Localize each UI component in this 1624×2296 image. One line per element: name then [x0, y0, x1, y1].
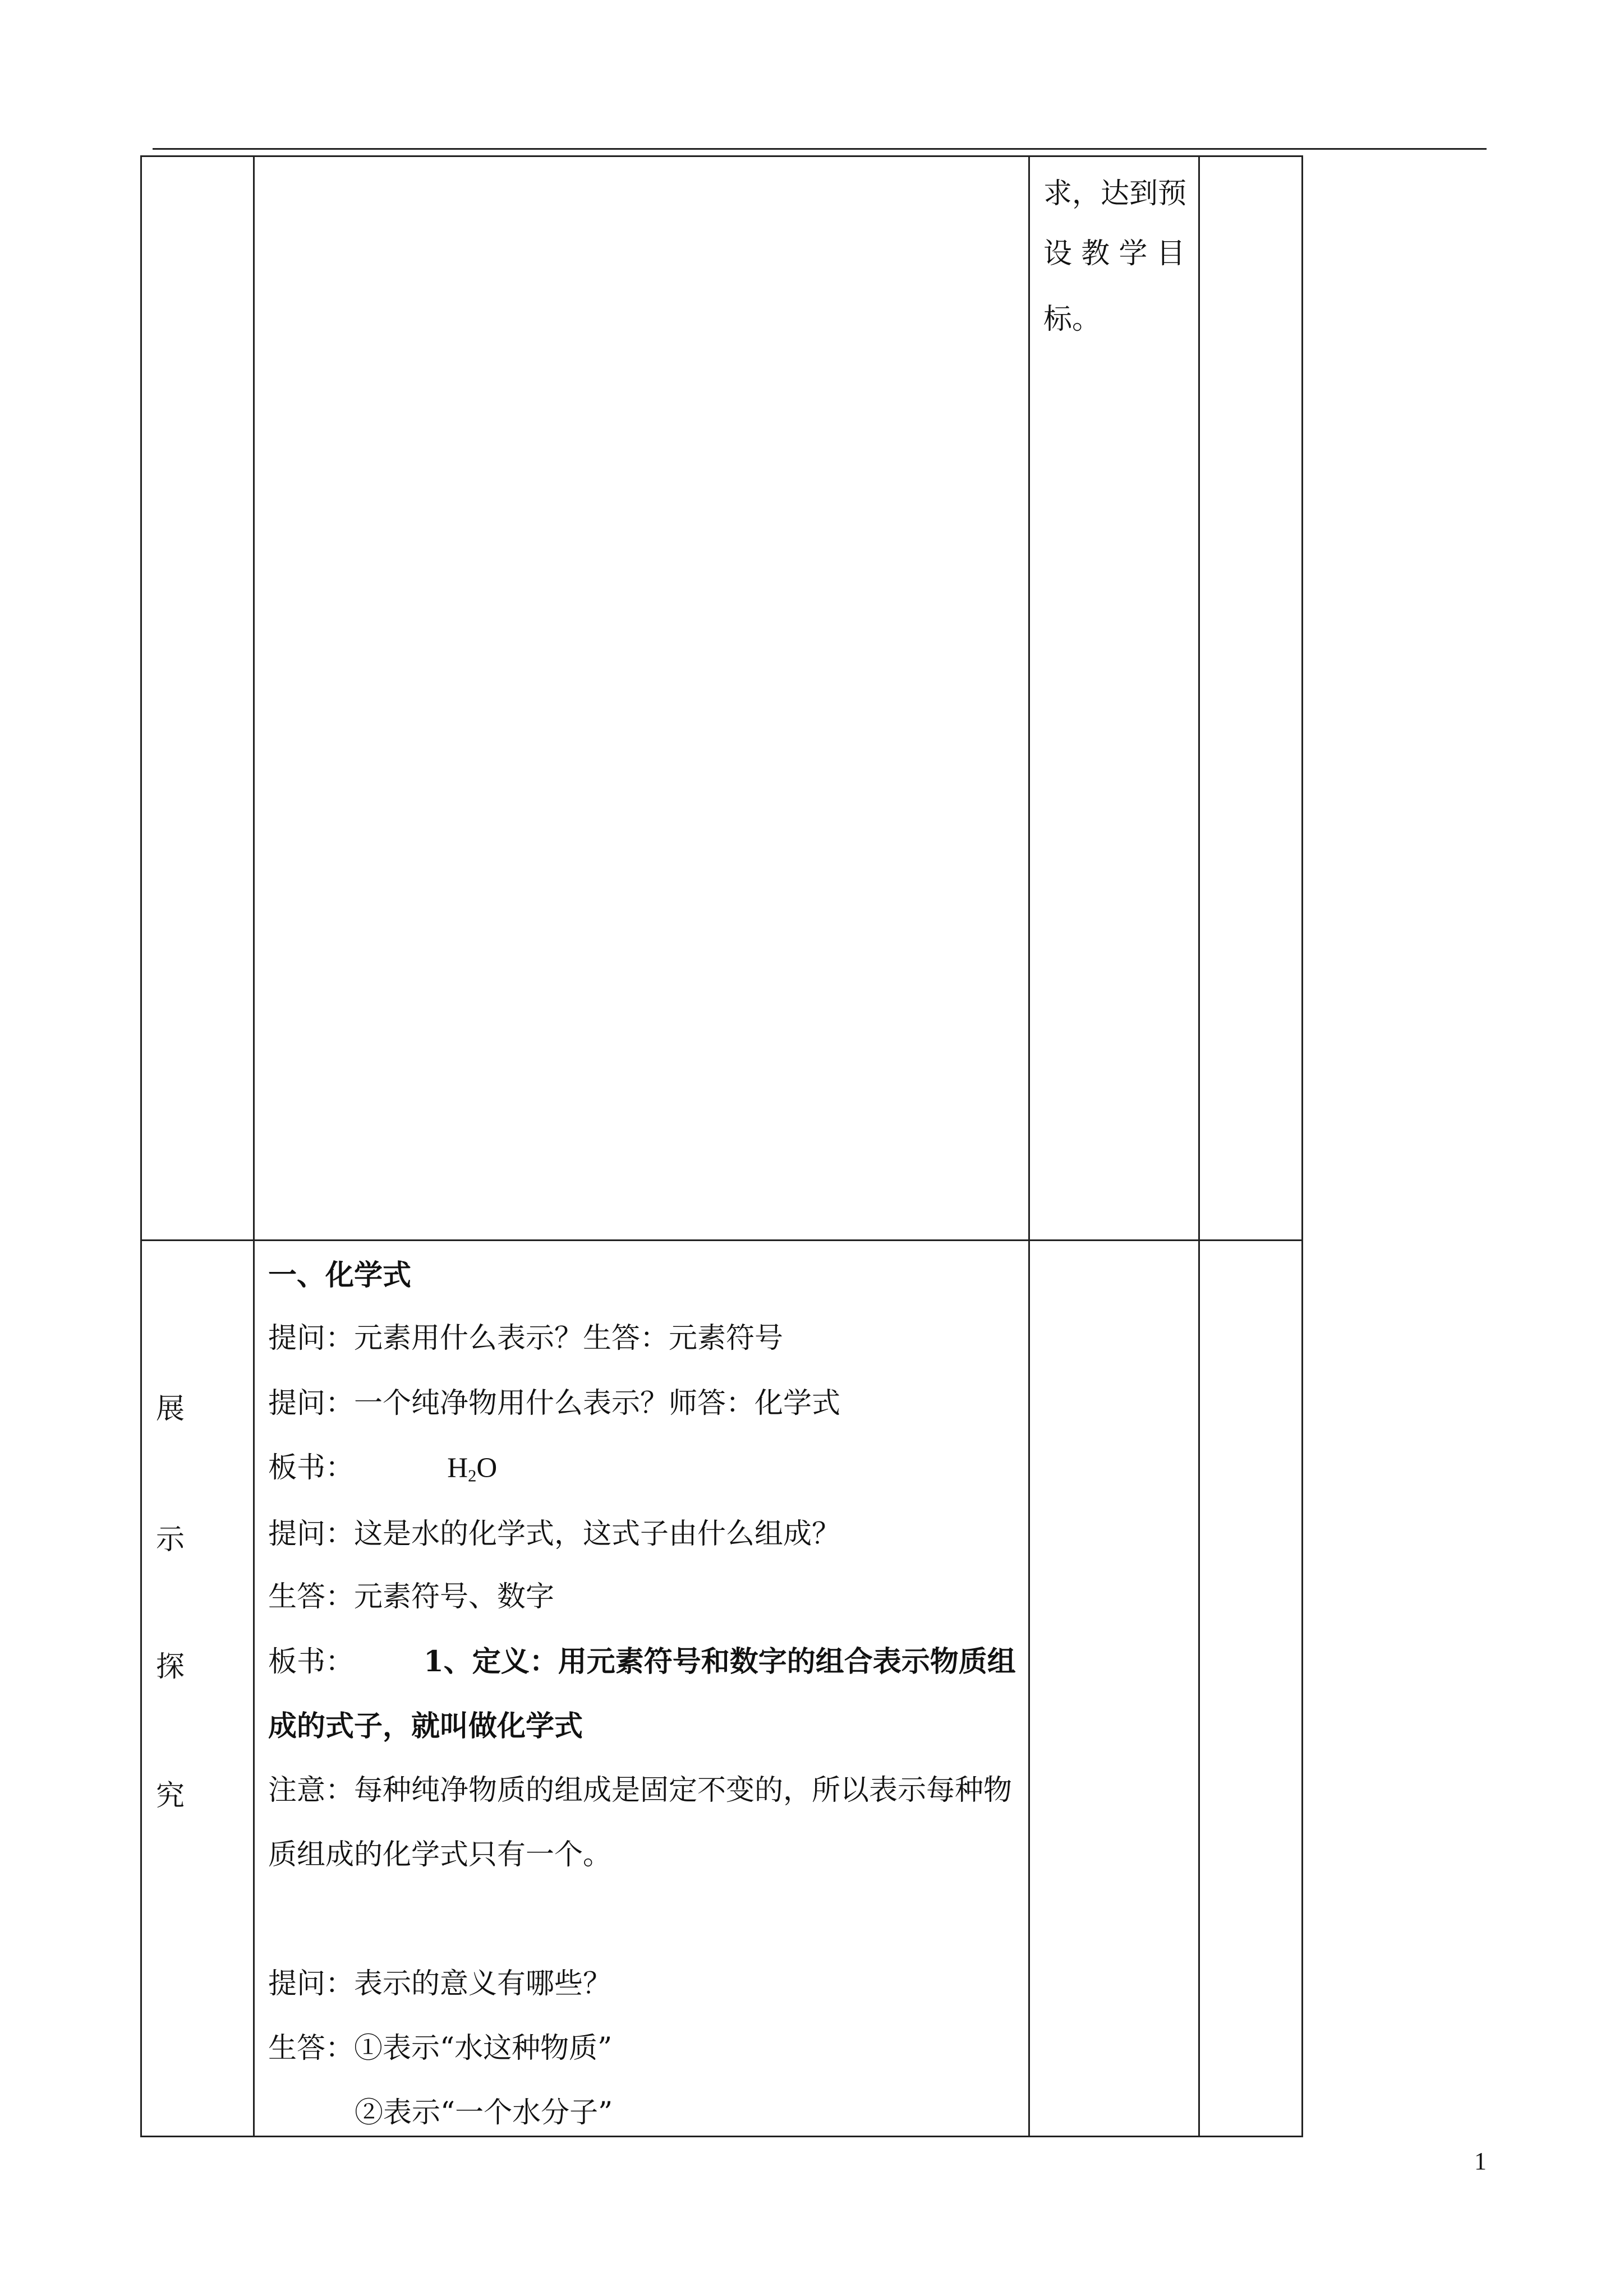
table-column-divider-2	[1028, 155, 1030, 2137]
definition-part-1: 1、定义：用元素符号和数字的组合表示物质组	[424, 1645, 1016, 1679]
side-label-char-4: 究	[156, 1779, 185, 1813]
note-line-1: 注意：每种纯净物质的组成是固定不变的，所以表示每种物	[268, 1774, 1013, 1807]
water-formula	[447, 1453, 497, 1484]
table-column-divider-3	[1198, 155, 1200, 2137]
formula-hydrogen: H	[447, 1453, 468, 1484]
answer-4-line-1: 生答：①表示“水这种物质”	[268, 2032, 613, 2065]
notes-line-3: 标。	[1043, 303, 1101, 336]
table-border-left	[140, 155, 142, 2137]
table-column-divider-1	[253, 155, 255, 2137]
board-label: 板书：	[268, 1451, 355, 1484]
question-1: 提问：元素用什么表示？生答：元素符号	[268, 1322, 784, 1355]
table-border-right	[1301, 155, 1303, 2137]
question-4: 提问：表示的意义有哪些？	[268, 1967, 612, 2000]
question-2: 提问：一个纯净物用什么表示？师答：化学式	[268, 1387, 841, 1420]
page-number: 1	[1474, 2147, 1487, 2175]
table-row-divider	[140, 1239, 1303, 1241]
board-line-1	[268, 1450, 497, 1487]
answer-3: 生答：元素符号、数字	[268, 1580, 555, 1613]
definition-part-2: 成的式子，就叫做化学式	[268, 1709, 583, 1743]
answer-4-line-2: ②表示“一个水分子”	[355, 2096, 613, 2129]
notes-line-2: 设 教 学 目	[1043, 237, 1185, 270]
side-label-char-3: 探	[156, 1650, 185, 1684]
board-label-2: 板书：	[268, 1645, 355, 1679]
notes-line-1: 求，达到预	[1043, 177, 1187, 210]
section-heading: 一、化学式	[268, 1258, 412, 1292]
board-line-2	[268, 1643, 1016, 1681]
question-3: 提问：这是水的化学式，这式子由什么组成？	[268, 1518, 841, 1551]
formula-subscript: 2	[468, 1466, 477, 1486]
note-line-2: 质组成的化学式只有一个。	[268, 1838, 612, 1871]
formula-oxygen: O	[476, 1453, 498, 1484]
side-label-char-1: 展	[156, 1393, 185, 1426]
table-border-top	[140, 155, 1303, 157]
table-border-bottom	[140, 2136, 1303, 2137]
side-label-char-2: 示	[156, 1523, 185, 1556]
